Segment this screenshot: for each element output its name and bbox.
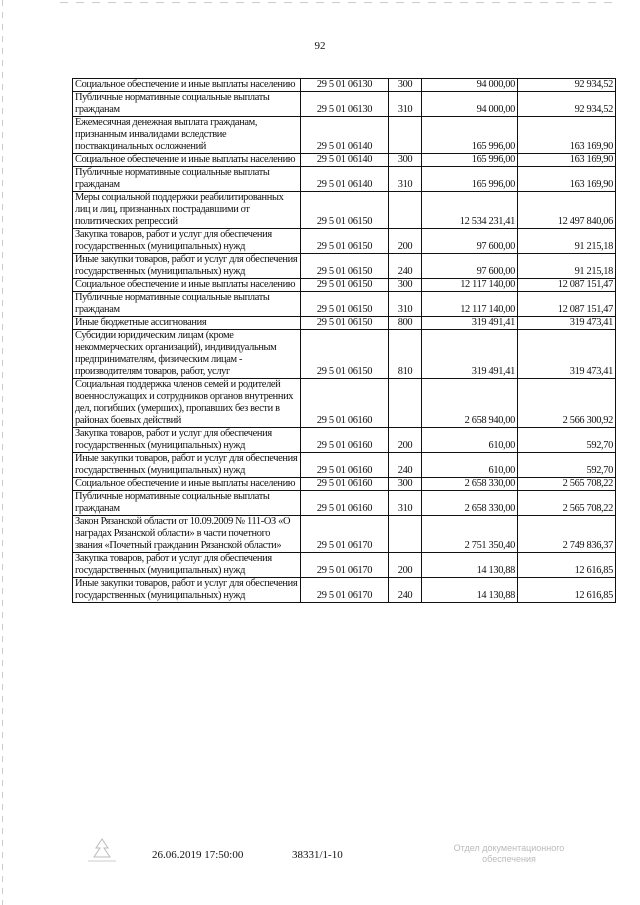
row-executed-amount: 163 169,90 [518,167,616,192]
row-expense-type: 300 [389,79,422,92]
row-name: Иные бюджетные ассигнования [73,317,301,330]
row-name: Иные закупки товаров, работ и услуг для обеспечения государственных (муниципальных) нужд [73,578,301,603]
row-target-article: 29 5 01 06140 [301,167,389,192]
table-row [73,229,616,254]
row-name: Иные закупки товаров, работ и услуг для обеспечения государственных (муниципальных) нужд [73,453,301,478]
row-expense-type: 310 [389,167,422,192]
table-row [73,92,616,117]
row-expense-type [389,516,422,553]
row-expense-type [389,192,422,229]
table-row [73,491,616,516]
row-planned-amount: 97 600,00 [422,254,518,279]
row-target-article: 29 5 01 06160 [301,379,389,428]
row-executed-amount: 91 215,18 [518,229,616,254]
budget-table-body [73,79,616,603]
row-name: Иные закупки товаров, работ и услуг для обеспечения государственных (муниципальных) нужд [73,254,301,279]
row-planned-amount: 94 000,00 [422,92,518,117]
row-planned-amount: 165 996,00 [422,154,518,167]
table-row [73,154,616,167]
row-target-article: 29 5 01 06170 [301,553,389,578]
row-name: Социальное обеспечение и иные выплаты населению [73,279,301,292]
row-executed-amount: 12 616,85 [518,553,616,578]
table-row [73,330,616,379]
row-target-article: 29 5 01 06130 [301,79,389,92]
row-planned-amount: 14 130,88 [422,553,518,578]
row-executed-amount: 2 749 836,37 [518,516,616,553]
row-planned-amount: 14 130,88 [422,578,518,603]
row-name: Социальное обеспечение и иные выплаты населению [73,154,301,167]
table-row [73,453,616,478]
row-name: Закон Рязанской области от 10.09.2009 № 111-ОЗ «О наградах Рязанской области» в части почетного звания «Почетный гражданин Рязанской области» [73,516,301,553]
table-row [73,478,616,491]
row-target-article: 29 5 01 06140 [301,117,389,154]
row-target-article: 29 5 01 06150 [301,330,389,379]
row-expense-type: 300 [389,279,422,292]
row-name: Закупка товаров, работ и услуг для обеспечения государственных (муниципальных) нужд [73,428,301,453]
row-planned-amount: 165 996,00 [422,117,518,154]
row-expense-type: 310 [389,292,422,317]
table-row [73,117,616,154]
row-name: Публичные нормативные социальные выплаты гражданам [73,92,301,117]
row-executed-amount: 12 087 151,47 [518,292,616,317]
table-row [73,317,616,330]
row-executed-amount: 92 934,52 [518,79,616,92]
row-target-article: 29 5 01 06160 [301,478,389,491]
emblem-icon [82,836,122,866]
scan-top-line [60,2,620,3]
row-expense-type: 240 [389,254,422,279]
row-planned-amount: 2 658 330,00 [422,478,518,491]
row-name: Закупка товаров, работ и услуг для обеспечения государственных (муниципальных) нужд [73,553,301,578]
row-executed-amount: 12 497 840,06 [518,192,616,229]
row-executed-amount: 12 087 151,47 [518,279,616,292]
row-executed-amount: 91 215,18 [518,254,616,279]
row-planned-amount: 610,00 [422,428,518,453]
row-target-article: 29 5 01 06150 [301,254,389,279]
footer-stamp [424,843,594,865]
row-planned-amount: 319 491,41 [422,317,518,330]
row-target-article: 29 5 01 06150 [301,229,389,254]
row-expense-type: 240 [389,453,422,478]
row-executed-amount: 319 473,41 [518,330,616,379]
row-target-article: 29 5 01 06150 [301,317,389,330]
table-row [73,292,616,317]
row-planned-amount: 610,00 [422,453,518,478]
row-target-article: 29 5 01 06140 [301,154,389,167]
row-executed-amount: 92 934,52 [518,92,616,117]
row-expense-type: 810 [389,330,422,379]
row-executed-amount: 592,70 [518,453,616,478]
row-planned-amount: 2 658 330,00 [422,491,518,516]
row-name: Публичные нормативные социальные выплаты гражданам [73,292,301,317]
row-planned-amount: 94 000,00 [422,79,518,92]
row-expense-type: 310 [389,92,422,117]
row-expense-type [389,117,422,154]
row-expense-type: 300 [389,154,422,167]
scan-edge-line [2,0,3,905]
page-number: 92 [314,40,326,52]
row-planned-amount: 2 658 940,00 [422,379,518,428]
row-planned-amount: 12 117 140,00 [422,279,518,292]
row-expense-type: 240 [389,578,422,603]
row-executed-amount: 163 169,90 [518,117,616,154]
row-planned-amount: 12 117 140,00 [422,292,518,317]
footer-stamp-line1: Отдел документационного [453,843,565,853]
table-row [73,516,616,553]
row-name: Ежемесячная денежная выплата гражданам, признанным инвалидами вследствие поствакцинальных осложнений [73,117,301,154]
row-executed-amount: 2 565 708,22 [518,491,616,516]
table-row [73,578,616,603]
budget-table [72,78,616,603]
row-expense-type: 800 [389,317,422,330]
row-target-article: 29 5 01 06170 [301,516,389,553]
row-planned-amount: 97 600,00 [422,229,518,254]
table-row [73,167,616,192]
row-planned-amount: 2 751 350,40 [422,516,518,553]
row-name: Социальное обеспечение и иные выплаты населению [73,478,301,491]
row-name: Социальное обеспечение и иные выплаты населению [73,79,301,92]
table-row [73,254,616,279]
row-expense-type: 310 [389,491,422,516]
row-target-article: 29 5 01 06160 [301,428,389,453]
row-target-article: 29 5 01 06170 [301,578,389,603]
row-executed-amount: 319 473,41 [518,317,616,330]
row-name: Меры социальной поддержки реабилитированных лиц и лиц, признанных пострадавшими от политических репрессий [73,192,301,229]
row-target-article: 29 5 01 06160 [301,491,389,516]
table-row [73,379,616,428]
row-expense-type [389,379,422,428]
table-row [73,428,616,453]
row-planned-amount: 12 534 231,41 [422,192,518,229]
row-name: Публичные нормативные социальные выплаты гражданам [73,491,301,516]
row-executed-amount: 163 169,90 [518,154,616,167]
row-target-article: 29 5 01 06130 [301,92,389,117]
table-row [73,553,616,578]
row-expense-type: 200 [389,229,422,254]
row-name: Закупка товаров, работ и услуг для обеспечения государственных (муниципальных) нужд [73,229,301,254]
row-expense-type: 200 [389,428,422,453]
row-name: Социальная поддержка членов семей и родителей военнослужащих и сотрудников органов внутренних дел, погибших (умерших), пропавших без вести в районах боевых действий [73,379,301,428]
row-name: Публичные нормативные социальные выплаты гражданам [73,167,301,192]
row-expense-type: 200 [389,553,422,578]
row-planned-amount: 165 996,00 [422,167,518,192]
table-row [73,192,616,229]
table-row [73,279,616,292]
row-target-article: 29 5 01 06150 [301,192,389,229]
row-target-article: 29 5 01 06150 [301,279,389,292]
row-name: Субсидии юридическим лицам (кроме некоммерческих организаций), индивидуальным предпринимателям, физическим лицам - производителям товаров, работ, услуг [73,330,301,379]
row-target-article: 29 5 01 06150 [301,292,389,317]
row-executed-amount: 2 566 300,92 [518,379,616,428]
footer-stamp-line2: обеспечения [482,854,536,864]
table-row [73,79,616,92]
row-executed-amount: 2 565 708,22 [518,478,616,491]
row-executed-amount: 592,70 [518,428,616,453]
row-planned-amount: 319 491,41 [422,330,518,379]
footer-doc-number: 38331/1-10 [292,849,343,861]
row-expense-type: 300 [389,478,422,491]
row-executed-amount: 12 616,85 [518,578,616,603]
footer-datetime: 26.06.2019 17:50:00 [152,849,244,861]
row-target-article: 29 5 01 06160 [301,453,389,478]
